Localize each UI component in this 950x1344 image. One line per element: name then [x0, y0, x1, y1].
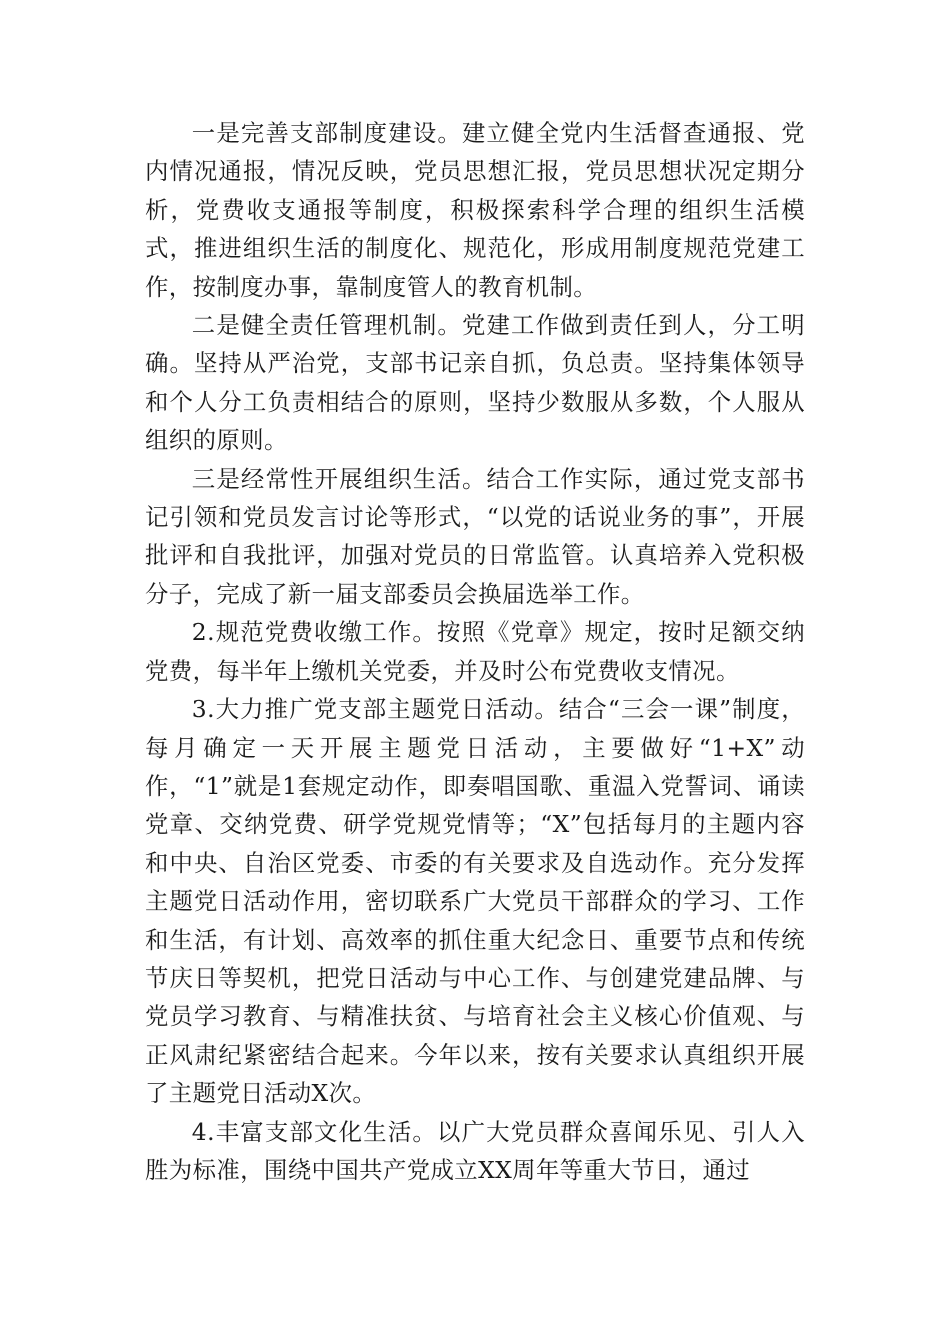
paragraph-party-dues: 2.规范党费收缴工作。按照《党章》规定，按时足额交纳党费，每半年上缴机关党委，并及时公布党费收支情况。: [145, 618, 805, 685]
paragraph-branch-system: 一是完善支部制度建设。建立健全党内生活督查通报、党内情况通报，情况反映，党员思想汇报，党员思想状况定期分析，党费收支通报等制度，积极探索科学合理的组织生活模式，推进组织生活的制度化、规范化，形成用制度规范党建工作，按制度办事，靠制度管人的教育机制。: [145, 119, 805, 301]
paragraph-responsibility-mechanism: 二是健全责任管理机制。党建工作做到责任到人，分工明确。坚持从严治党，支部书记亲自抓，负总责。坚持集体领导和个人分工负责相结合的原则，坚持少数服从多数，个人服从组织的原则。: [145, 311, 805, 455]
paragraph-organization-life: 三是经常性开展组织生活。结合工作实际，通过党支部书记引领和党员发言讨论等形式，“以党的话说业务的事”，开展批评和自我批评，加强对党员的日常监管。认真培养入党积极分子，完成了新一届支部委员会换届选举工作。: [145, 464, 805, 608]
document-body: [145, 114, 805, 1189]
paragraph-culture-life: 4.丰富支部文化生活。以广大党员群众喜闻乐见、引人入胜为标准，围绕中国共产党成立XX周年等重大节日，通过: [145, 1117, 805, 1184]
paragraph-theme-day: 3.大力推广党支部主题党日活动。结合“三会一课”制度，每月确定一天开展主题党日活动，主要做好“1+X”动作，“1”就是1套规定动作，即奏唱国歌、重温入党誓词、诵读党章、交纳党费、研学党规党情等；“X”包括每月的主题内容和中央、自治区党委、市委的有关要求及自选动作。充分发挥主题党日活动作用，密切联系广大党员干部群众的学习、工作和生活，有计划、高效率的抓住重大纪念日、重要节点和传统节庆日等契机，把党日活动与中心工作、与创建党建品牌、与党员学习教育、与精准扶贫、与培育社会主义核心价值观、与正风肃纪紧密结合起来。今年以来，按有关要求认真组织开展了主题党日活动X次。: [145, 695, 805, 1108]
